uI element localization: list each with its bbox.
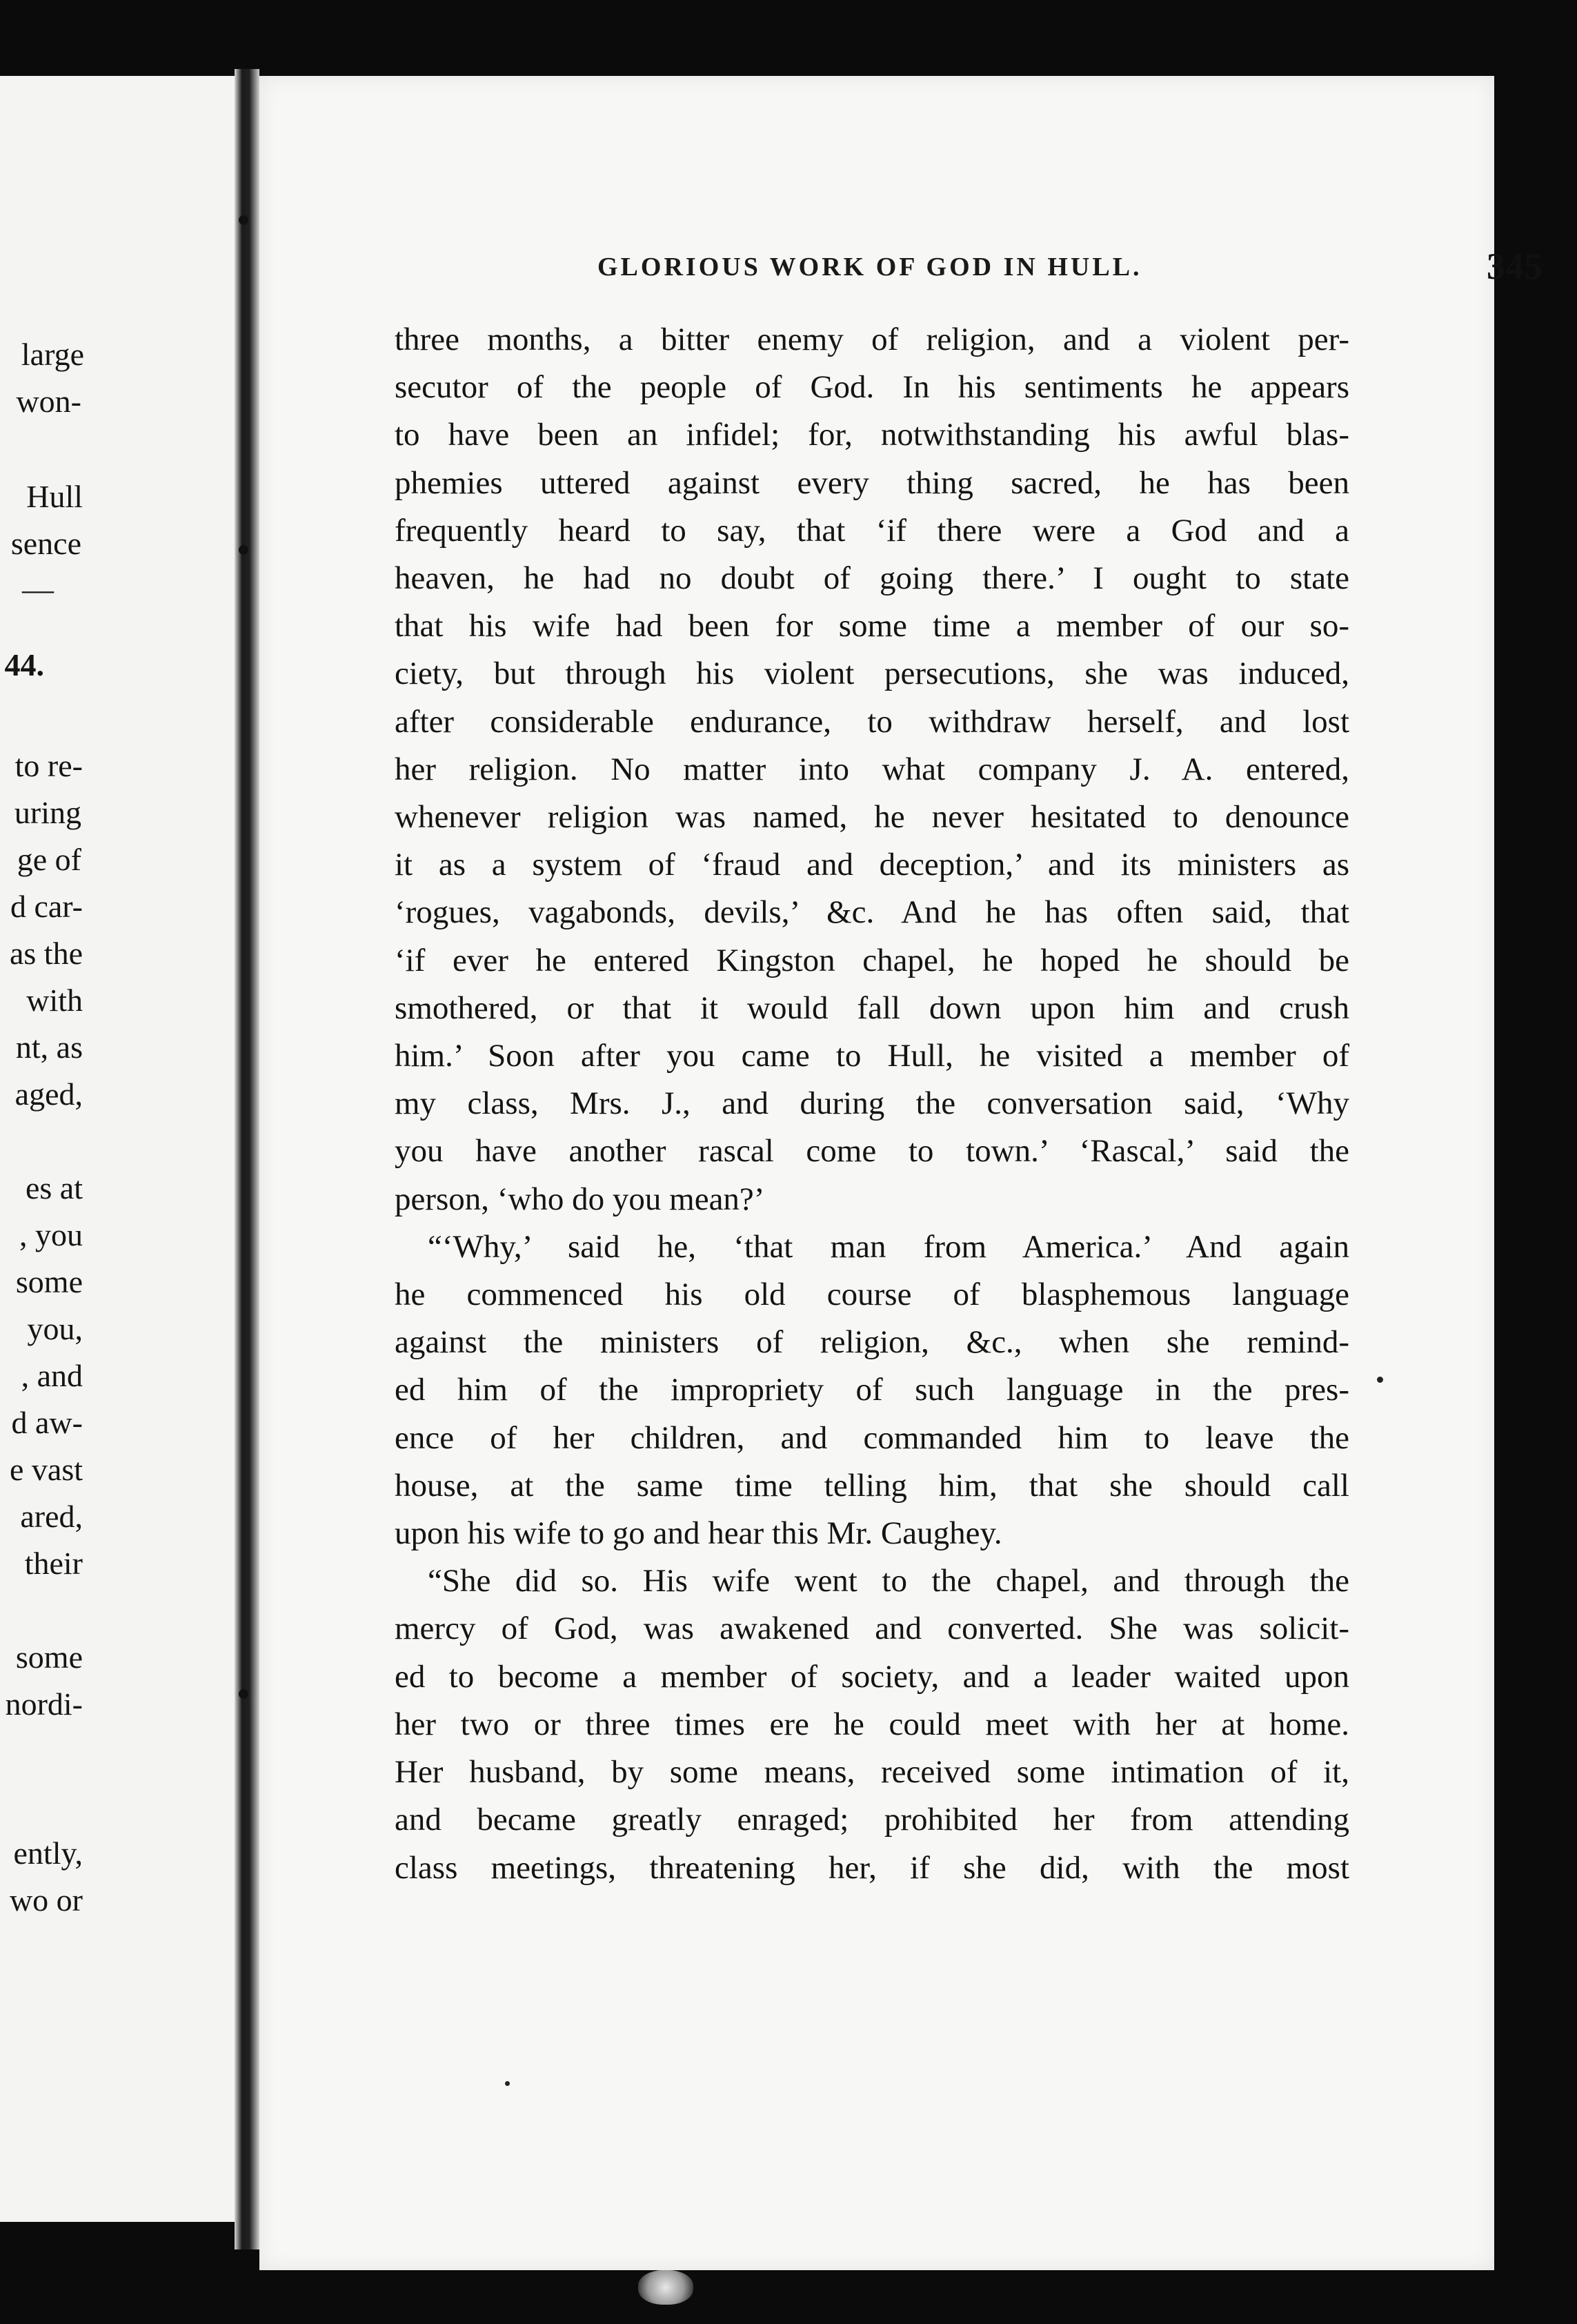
text-line: frequently heard to say, that ‘if there were a God and a	[395, 512, 1349, 549]
left-fragment: some	[15, 1264, 83, 1299]
left-fragment: d aw-	[11, 1405, 83, 1440]
text-line: three months, a bitter enemy of religion, and a violent per-	[395, 322, 1349, 357]
left-fragment: nordi-	[5, 1686, 83, 1722]
text-line: “She did so. His wife went to the chapel, and through the	[428, 1563, 1349, 1599]
left-fragment: some	[15, 1639, 83, 1675]
text-line: “‘Why,’ said he, ‘that man from America.’ And again	[428, 1228, 1349, 1265]
binding-thread-mark	[239, 545, 248, 555]
left-fragment: nt, as	[15, 1030, 83, 1065]
text-line: upon his wife to go and hear this Mr. Caughey.	[395, 1515, 1002, 1552]
left-fragment: sence	[10, 526, 81, 561]
left-fragment: large	[21, 337, 84, 372]
left-fragment: d car-	[10, 889, 83, 924]
left-fragment: as the	[9, 936, 83, 971]
scan-blot	[638, 2270, 693, 2305]
left-fragment: e vast	[9, 1452, 83, 1487]
text-line: secutor of the people of God. In his sentiments he appears	[395, 369, 1349, 406]
text-line: my class, Mrs. J., and during the conversation said, ‘Why	[395, 1085, 1349, 1122]
text-line: to have been an infidel; for, notwithstanding his awful blas-	[395, 417, 1349, 453]
left-fragment: with	[26, 983, 83, 1018]
text-line: mercy of God, was awakened and converted. She was solicit-	[395, 1611, 1349, 1647]
page-gutter	[235, 69, 259, 2249]
text-line: he commenced his old course of blasphemous language	[395, 1277, 1349, 1313]
left-page-fragment	[0, 76, 235, 2222]
text-line: her two or three times ere he could meet with her at home.	[395, 1706, 1349, 1742]
text-line: ence of her children, and commanded him to leave the	[395, 1419, 1349, 1456]
left-fragment: aged,	[14, 1076, 83, 1112]
left-fragment: ared,	[20, 1499, 83, 1534]
left-fragment: Hull	[26, 479, 83, 514]
text-line: Her husband, by some means, received some intimation of it,	[395, 1754, 1349, 1791]
text-line: that his wife had been for some time a member of our so-	[395, 608, 1349, 644]
left-fragment: wo or	[9, 1882, 83, 1918]
text-line: and became greatly enraged; prohibited her from attending	[395, 1802, 1349, 1838]
left-fragment: you,	[27, 1311, 83, 1346]
text-line: her religion. No matter into what company J. A. entered,	[395, 751, 1349, 787]
binding-thread-mark	[239, 1689, 248, 1699]
left-fragment: , and	[21, 1358, 83, 1393]
text-line: class meetings, threatening her, if she did, with the most	[395, 1849, 1349, 1886]
binding-thread-mark	[239, 215, 248, 225]
text-line: against the ministers of religion, &c., when she remind-	[395, 1324, 1349, 1361]
text-line: ‘if ever he entered Kingston chapel, he hoped he should be	[395, 942, 1349, 978]
left-fragment: —	[22, 571, 54, 607]
body-text	[395, 316, 1349, 1892]
text-line: ‘rogues, vagabonds, devils,’ &c. And he has often said, that	[395, 894, 1349, 931]
text-line: whenever religion was named, he never hesitated to denounce	[395, 799, 1349, 836]
text-line: person, ‘who do you mean?’	[395, 1181, 765, 1217]
page-number: 345	[1487, 246, 1543, 287]
left-fragment: their	[24, 1546, 83, 1581]
left-fragment: es at	[25, 1170, 83, 1205]
text-line: him.’ Soon after you came to Hull, he visited a member of	[395, 1038, 1349, 1074]
left-fragment-heading: 44.	[4, 647, 44, 682]
paper-speck	[1377, 1377, 1383, 1383]
paper-speck	[505, 2081, 510, 2086]
text-line: heaven, he had no doubt of going there.’ I ought to state	[395, 560, 1349, 597]
text-line: after considerable endurance, to withdraw herself, and lost	[395, 703, 1349, 740]
left-fragment: , you	[19, 1217, 83, 1252]
text-line: ed to become a member of society, and a leader waited upon	[395, 1658, 1349, 1695]
book-page	[259, 76, 1543, 2270]
text-line: ciety, but through his violent persecutions, she was induced,	[395, 656, 1349, 692]
text-line: smothered, or that it would fall down upon him and crush	[395, 989, 1349, 1026]
text-line: phemies uttered against every thing sacred, he has been	[395, 464, 1349, 501]
text-line: you have another rascal come to town.’ ‘Rascal,’ said the	[395, 1133, 1349, 1170]
running-header	[597, 245, 1543, 293]
left-fragment: won-	[16, 384, 81, 419]
running-title: GLORIOUS WORK OF GOD IN HULL.	[597, 253, 1142, 282]
text-line: house, at the same time telling him, that she should call	[395, 1467, 1349, 1504]
left-fragment: uring	[14, 795, 81, 830]
left-fragment: ge of	[17, 842, 81, 877]
text-line: ed him of the impropriety of such language in the pres-	[395, 1372, 1349, 1408]
left-fragment: to re-	[14, 748, 83, 783]
left-fragment: ently,	[13, 1835, 83, 1871]
text-line: it as a system of ‘fraud and deception,’ and its ministers as	[395, 847, 1349, 883]
